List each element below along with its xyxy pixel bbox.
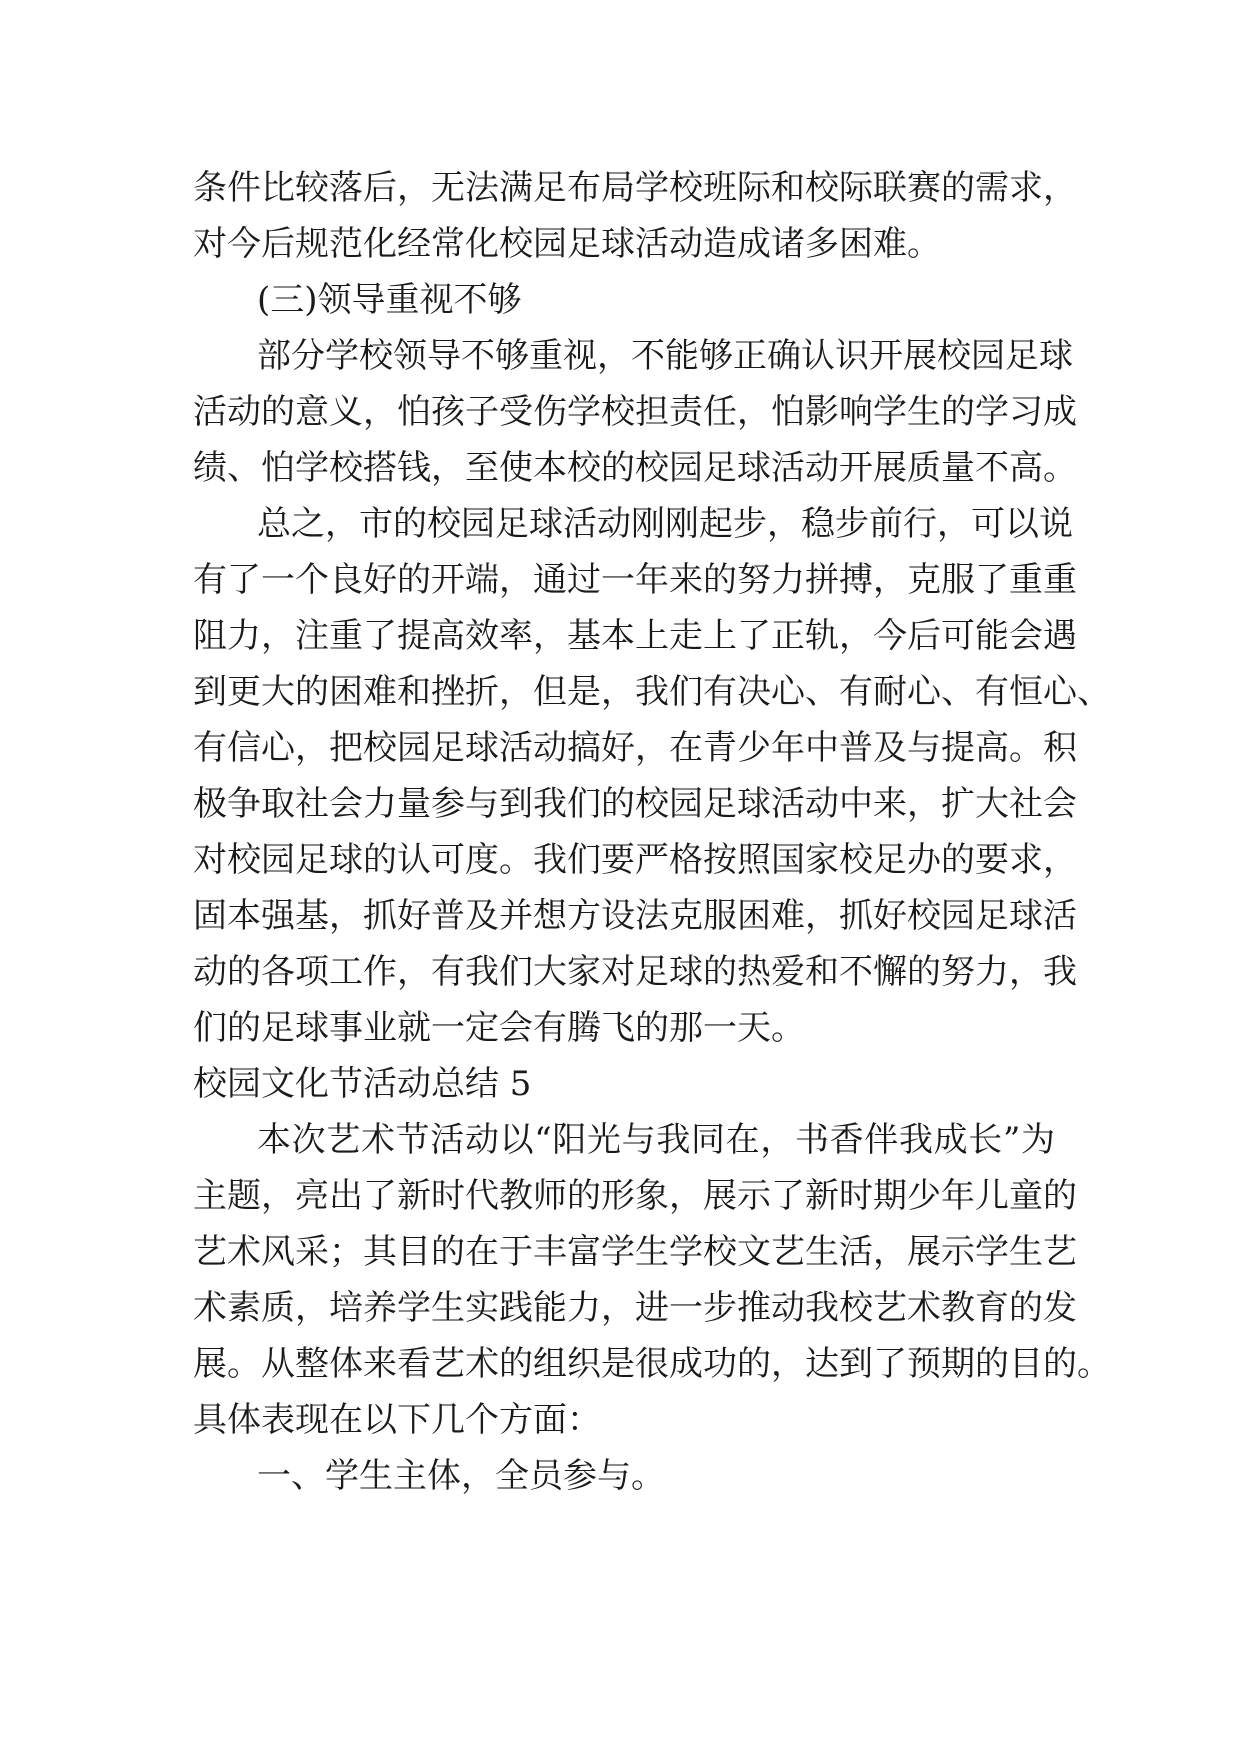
section-heading: (三)领导重视不够: [257, 280, 522, 320]
text-line: 主题，亮出了新时代教师的形象，展示了新时期少年儿童的: [193, 1176, 1077, 1216]
text-line: 们的足球事业就一定会有腾飞的那一天。: [193, 1008, 805, 1048]
text-line: 阻力，注重了提高效率，基本上走上了正轨，今后可能会遇: [193, 616, 1077, 656]
text-line: 动的各项工作，有我们大家对足球的热爱和不懈的努力，我: [193, 952, 1077, 992]
text-line: 固本强基，抓好普及并想方设法克服困难，抓好校园足球活: [193, 896, 1077, 936]
text-line: 极争取社会力量参与到我们的校园足球活动中来，扩大社会: [193, 784, 1077, 824]
text-line: 部分学校领导不够重视，不能够正确认识开展校园足球: [257, 336, 1073, 376]
text-line: 有了一个良好的开端，通过一年来的努力拼搏，克服了重重: [193, 560, 1077, 600]
section-heading: 一、学生主体，全员参与。: [257, 1456, 665, 1496]
text-line: 术素质，培养学生实践能力，进一步推动我校艺术教育的发: [193, 1288, 1077, 1328]
text-line: 展。从整体来看艺术的组织是很成功的，达到了预期的目的。: [193, 1344, 1111, 1384]
text-line: 对校园足球的认可度。我们要严格按照国家校足办的要求，: [193, 840, 1077, 880]
text-line: 本次艺术节活动以“阳光与我同在，书香伴我成长”为: [257, 1120, 1055, 1160]
text-line: 有信心，把校园足球活动搞好，在青少年中普及与提高。积: [193, 728, 1077, 768]
text-line: 艺术风采；其目的在于丰富学生学校文艺生活，展示学生艺: [193, 1232, 1077, 1272]
text-line: 到更大的困难和挫折，但是，我们有决心、有耐心、有恒心、: [193, 672, 1111, 712]
text-line: 绩、怕学校搭钱，至使本校的校园足球活动开展质量不高。: [193, 448, 1077, 488]
text-line: 活动的意义，怕孩子受伤学校担责任，怕影响学生的学习成: [193, 392, 1077, 432]
text-line: 条件比较落后，无法满足布局学校班际和校际联赛的需求，: [193, 168, 1077, 208]
text-line: 对今后规范化经常化校园足球活动造成诸多困难。: [193, 224, 941, 264]
text-line: 具体表现在以下几个方面：: [193, 1400, 601, 1440]
text-line: 总之，市的校园足球活动刚刚起步，稳步前行，可以说: [257, 504, 1073, 544]
document-heading: 校园文化节活动总结 5: [193, 1064, 532, 1104]
